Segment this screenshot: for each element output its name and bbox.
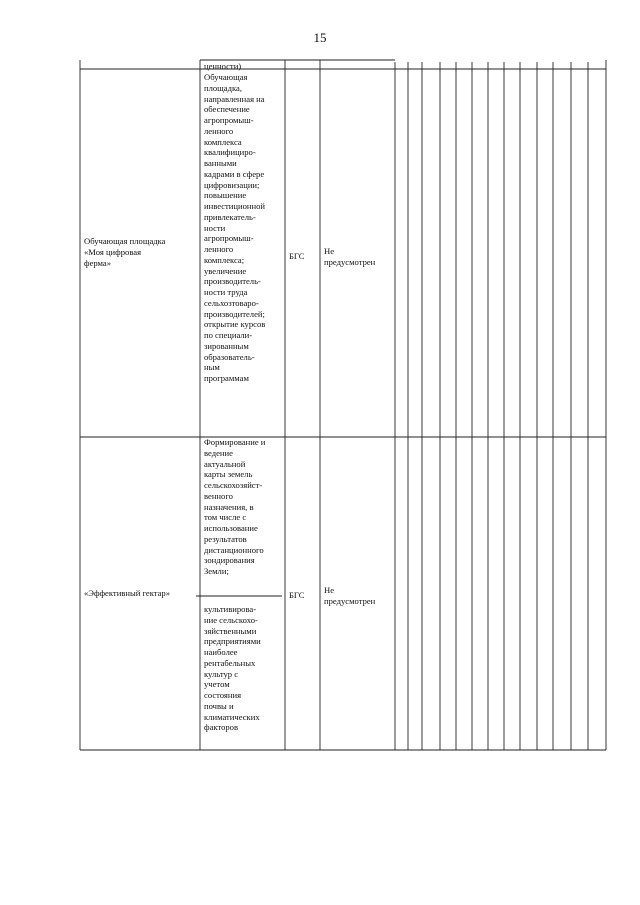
continued-text: ценности): [204, 61, 242, 71]
description-line: цифровизации;: [204, 179, 260, 190]
description-line: квалифициро-: [204, 147, 256, 158]
description-line: наиболее: [204, 647, 238, 657]
description-line: зяйственными: [204, 625, 257, 636]
description-line: использование: [204, 523, 258, 533]
description-line: состояния: [204, 690, 242, 700]
row1-name: Обучающая площадка «Моя цифровая ферма»: [84, 236, 166, 268]
description-line: ности: [204, 222, 226, 233]
description-line: по специали-: [204, 330, 253, 340]
description-line: ленного: [204, 244, 234, 254]
description-line: ным: [204, 362, 220, 373]
row2-financing: Не предусмотрен: [324, 585, 376, 606]
description-line: агропромыш-: [204, 233, 254, 244]
description-line: увеличение: [204, 265, 247, 276]
description-line: площадка,: [204, 82, 242, 93]
description-line: климатических: [204, 711, 260, 722]
description-line: зондирования: [204, 555, 255, 566]
description-line: учетом: [204, 679, 230, 690]
row1-financing: Не предусмотрен: [324, 246, 376, 267]
description-line: привлекатель-: [204, 211, 256, 222]
row2-description: [204, 437, 265, 577]
row1-description: [204, 72, 265, 384]
description-line: предприятиями: [204, 636, 261, 647]
description-line: комплекса;: [204, 254, 245, 265]
description-line: ленного: [204, 125, 234, 136]
description-line: ние сельскохо-: [204, 614, 258, 625]
description-line: производителей;: [204, 308, 265, 319]
row2-description-continued: [204, 604, 261, 733]
description-line: дистанционного: [204, 544, 264, 555]
description-line: рентабельных: [204, 657, 256, 668]
description-line: производитель-: [204, 276, 261, 287]
row2-name: «Эффективный гектар»: [84, 588, 171, 598]
description-line: комплекса: [204, 136, 242, 147]
description-line: кадрами в сфере: [204, 168, 265, 179]
description-line: венного: [204, 490, 233, 501]
description-line: карты земель: [204, 469, 253, 480]
description-line: почвы и: [204, 700, 234, 711]
description-line: ванными: [204, 158, 237, 168]
description-line: Обучающая: [204, 72, 248, 82]
description-line: результатов: [204, 533, 247, 544]
description-line: факторов: [204, 722, 239, 733]
description-line: ности труда: [204, 287, 248, 297]
description-line: культур с: [204, 668, 239, 679]
description-line: обеспечение: [204, 104, 250, 115]
description-line: зированным: [204, 340, 249, 351]
row1-org: БГС: [289, 251, 305, 261]
description-line: Земли;: [204, 566, 229, 576]
description-line: назначения, в: [204, 501, 254, 512]
description-line: Формирование и: [204, 437, 266, 447]
description-line: агропромыш-: [204, 115, 254, 125]
description-line: открытие курсов: [204, 319, 266, 330]
description-line: направленная на: [204, 93, 265, 104]
description-line: сельхозтоваро-: [204, 297, 259, 308]
description-line: сельскохозяйст-: [204, 480, 263, 490]
description-line: повышение: [204, 190, 247, 201]
description-line: том числе с: [204, 512, 247, 523]
description-line: инвестиционной: [204, 201, 265, 211]
page-number: 15: [313, 30, 327, 45]
row2-org: БГС: [289, 590, 305, 600]
description-line: актуальной: [204, 458, 246, 469]
description-line: программам: [204, 373, 249, 383]
description-line: культивирова-: [204, 604, 257, 614]
description-line: ведение: [204, 447, 233, 458]
description-line: образователь-: [204, 351, 255, 362]
